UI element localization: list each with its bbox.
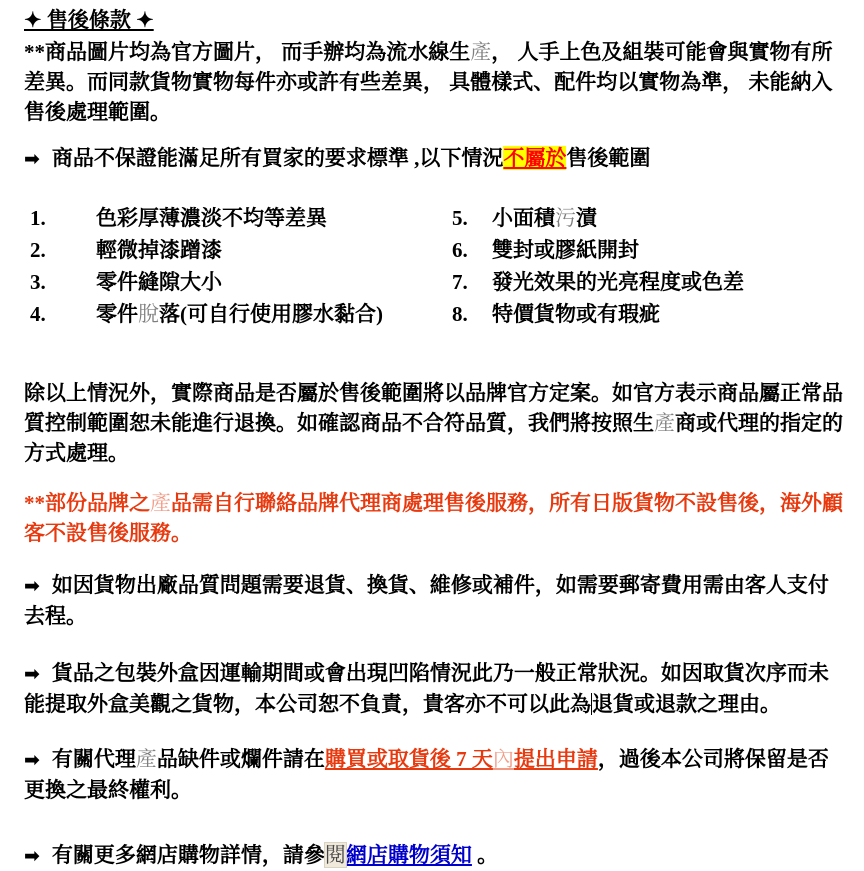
scope-text-post: 售後範圍: [566, 146, 651, 170]
arrow-bullet-icon: ➡: [24, 845, 40, 867]
more-info-paragraph: [24, 840, 846, 871]
fallback-char: 產: [150, 491, 171, 515]
fallback-char: 產: [470, 40, 492, 64]
text-segment: 提出申請: [513, 747, 598, 771]
text-segment: ，過後本公司將保留是否更換之最終權利。: [24, 747, 829, 802]
text-segment: 輕微掉漆蹭漆: [96, 238, 222, 262]
list-item: [24, 298, 452, 330]
fallback-char: 脫: [138, 302, 159, 326]
fallback-char: 閱: [324, 843, 346, 867]
fallback-char: 污: [555, 206, 576, 230]
missing-parts-paragraph: [24, 744, 846, 805]
scope-text-pre: 商品不保證能滿足所有買家的要求標準 ,以下情況: [51, 146, 504, 170]
arrow-bullet-icon: ➡: [24, 148, 40, 170]
arrow-bullet-icon: ➡: [24, 749, 40, 771]
list-item-number: 2.: [30, 238, 46, 262]
list-item: [452, 266, 846, 298]
brand-notice-paragraph: [24, 488, 846, 548]
list-item: [452, 234, 846, 266]
list-item: [452, 298, 846, 330]
text-segment: 品缺件或爛件請在: [156, 747, 325, 771]
decision-paragraph: [24, 378, 846, 468]
text-segment: 有關更多網店購物詳情，請參: [51, 843, 325, 867]
text-segment: 除以上情況外，實際商品是否屬於售後範圍將以品牌官方定案。如官方表示商品屬正常品質控制範圍恕未能進行退換。如確認商品不合符品質，我們將按照生: [24, 381, 843, 435]
fallback-char: 產: [135, 747, 157, 771]
list-item: [24, 234, 452, 266]
list-item-text: [96, 266, 222, 298]
list-item-number: 3.: [30, 270, 46, 294]
list-item-number: 4.: [30, 302, 46, 326]
list-item-number: 6.: [452, 238, 468, 262]
exclusion-list-right-column: [452, 202, 846, 330]
scope-statement: [24, 143, 846, 174]
fallback-char: 產: [654, 411, 675, 435]
list-item: [452, 202, 846, 234]
return-shipping-paragraph: [24, 570, 846, 631]
list-item: [24, 266, 452, 298]
text-segment: 漬: [576, 206, 597, 230]
exclusion-list: [24, 202, 846, 330]
text-segment: 零件: [96, 302, 138, 326]
arrow-bullet-icon: ➡: [24, 575, 40, 597]
list-item-text: [96, 234, 222, 266]
text-segment: 落(可自行使用膠水黏合): [159, 302, 383, 326]
list-item-number: 1.: [30, 206, 46, 230]
text-segment: 零件縫隙大小: [96, 270, 222, 294]
text-segment: 品需自行聯絡品牌代理商處理售後服務，所有日版貨物不設售後，海外顧客不設售後服務。: [24, 491, 843, 545]
text-segment: 退貨或退款之理由。: [592, 692, 781, 716]
intro-paragraph: [24, 37, 846, 127]
list-item-number: 5.: [452, 206, 468, 230]
list-item-number: 7.: [452, 270, 468, 294]
packaging-paragraph: [24, 658, 846, 719]
list-item-text: [492, 298, 660, 330]
highlighted-term: 不屬於: [503, 146, 567, 170]
text-segment: 特價貨物或有瑕疵: [492, 302, 660, 326]
fallback-char: 內: [492, 747, 514, 771]
text-segment: **部份品牌之: [24, 491, 150, 515]
list-item-text: [96, 202, 327, 234]
list-item-text: [492, 266, 744, 298]
list-item-text: [492, 234, 639, 266]
deadline-emphasis: [325, 747, 598, 771]
text-segment: 發光效果的光亮程度或色差: [492, 270, 744, 294]
text-segment: 如因貨物出廠品質問題需要退貨、換貨、維修或補件，如需要郵寄費用需由客人支付去程。: [24, 573, 829, 628]
shopping-guide-link[interactable]: 網店購物須知: [345, 843, 472, 867]
list-item-text: [492, 202, 597, 234]
text-segment: 有關代理: [51, 747, 136, 771]
intro-text-2: ， 人手上色及組裝可能會與實物有所差異。而同款貨物實物每件亦或許有些差異， 具體樣式、配件均以實物為準， 未能納入售後處理範圍。: [24, 40, 833, 124]
text-segment: 色彩厚薄濃淡不均等差異: [96, 206, 327, 230]
text-segment: 。: [471, 843, 499, 867]
page-title: ✦ 售後條款 ✦: [24, 8, 154, 32]
list-item: [24, 202, 452, 234]
text-segment: 商或代理的指定的方式處理。: [24, 411, 843, 465]
text-segment: 雙封或膠紙開封: [492, 238, 639, 262]
text-segment: 小面積: [492, 206, 555, 230]
arrow-bullet-icon: ➡: [24, 663, 40, 685]
intro-text-1: **商品圖片均為官方圖片， 而手辦均為流水線生: [24, 40, 471, 64]
list-item-text: [96, 298, 383, 330]
list-item-number: 8.: [452, 302, 468, 326]
text-segment: 購買或取貨後 7 天: [324, 747, 493, 771]
text-segment: 貨品之包裝外盒因運輸期間或會出現凹陷情況此乃一般正常狀況。如因取貨次序而未能提取外盒美觀之貨物，本公司恕不負責，貴客亦不可以此為: [24, 661, 829, 716]
exclusion-list-left-column: [24, 202, 452, 330]
